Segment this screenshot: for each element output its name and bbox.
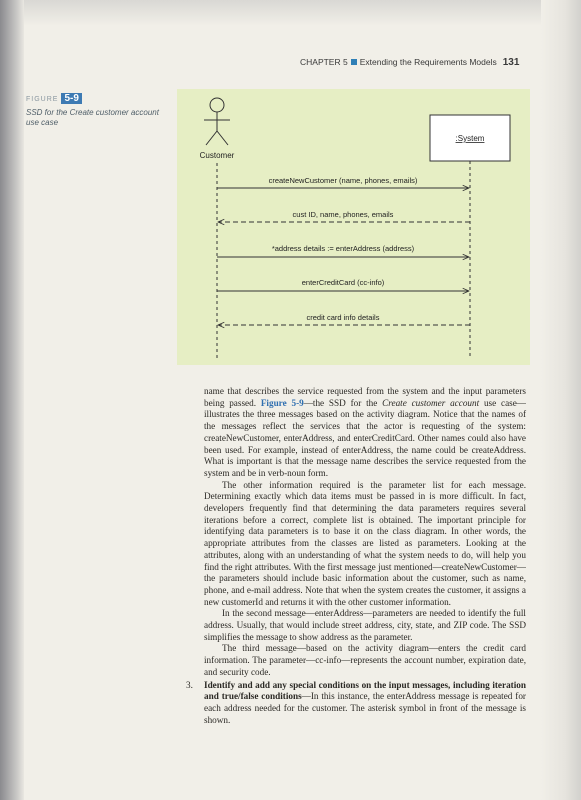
- system-label: :System: [455, 134, 485, 143]
- actor-stick-figure-icon: [204, 98, 230, 145]
- figure-caption: [26, 88, 176, 128]
- paragraph-2: The other information required is the parameter list for each message. Determining exactly which data items must be passed in is more difficult. In fact, developers frequently find that determining the data parameters requires several iterations before a correct, complete list is obtained. The important principle for identifying data parameters is to base it on the class diagram. In other words, the appropriate attributes from the classes are listed as parameters. Looking at the attributes, along with an understanding of what the system needs to do, will help you find the right attributes. With the first message just mentioned—createNewCustomer—the parameters should include basic information about the customer, such as name, phone, and e-mail address. Note that when the system creates the customer, it assigns a new customerId and returns it with the other customer information.: [204, 479, 526, 607]
- paragraph-1-text-c: use case—illustrates the three messages based on the activity diagram. Notice that the names of the messages reflect the services that the actor is requesting of the system: createNewCustomer, enterAddress, and enterCreditCard. Other names could also have been used. For example, instead of enterAddress, the name could be createAddress. What is important is that the message name describes the service requested from the system and be in verb-noun form.: [204, 397, 526, 478]
- page-shadow-left: [0, 0, 24, 800]
- figure-number: 5-9: [61, 93, 81, 104]
- figure-title-line-1: SSD for the Create customer account: [26, 108, 159, 117]
- message-2-label: cust ID, name, phones, emails: [292, 210, 394, 219]
- sequence-diagram-svg: [177, 89, 530, 365]
- actor-label: Customer: [199, 151, 235, 160]
- square-bullet-icon: [351, 59, 357, 65]
- paragraph-1-text-a: name that describes the service requested from the system and the input parameters being passed.: [204, 386, 526, 408]
- page-shadow-top: [0, 0, 581, 26]
- message-3-label: *address details := enterAddress (address): [271, 244, 415, 253]
- running-head: [300, 57, 530, 68]
- page-shadow-right: [541, 0, 581, 800]
- list-item-heading: Identify and add any special conditions on the input messages, including iteration and true/false conditions: [204, 679, 526, 702]
- figure-title-line-2: use case: [26, 118, 59, 127]
- paragraph-4: The third message—based on the activity diagram—enters the credit card information. The parameter—cc-info—represents the account number, expiration date, and security code.: [204, 643, 526, 677]
- paragraph-3: In the second message—enterAddress—parameters are needed to identify the full address. Usually, that would include street address, city, state, and ZIP code. The SSD simplifies the message to show address as the parameter.: [204, 608, 526, 642]
- page-number: 131: [502, 57, 520, 68]
- list-item-text: —In this instance, the enterAddress message is repeated for each address needed for the customer. The asterisk symbol in front of the message is shown.: [204, 691, 526, 725]
- message-4-label: enterCreditCard (cc-info): [301, 278, 385, 287]
- list-item-3: [186, 679, 526, 727]
- body-text: [186, 386, 526, 726]
- chapter-title: Extending the Requirements Models: [359, 57, 497, 67]
- list-number: 3.: [186, 679, 193, 690]
- paragraph-1: [204, 386, 526, 480]
- message-1-label: createNewCustomer (name, phones, emails): [268, 176, 418, 185]
- chapter-label: CHAPTER 5: [300, 57, 348, 67]
- paragraph-1-text-b: —the SSD for the: [303, 397, 383, 408]
- use-case-name: Create customer account: [382, 397, 480, 408]
- list-item-body: [204, 680, 526, 727]
- sequence-diagram: [177, 89, 530, 365]
- figure-label: FIGURE: [26, 96, 59, 103]
- message-5-label: credit card info details: [306, 313, 380, 322]
- figure-reference: Figure 5-9: [260, 397, 304, 408]
- figure-title: [26, 108, 176, 128]
